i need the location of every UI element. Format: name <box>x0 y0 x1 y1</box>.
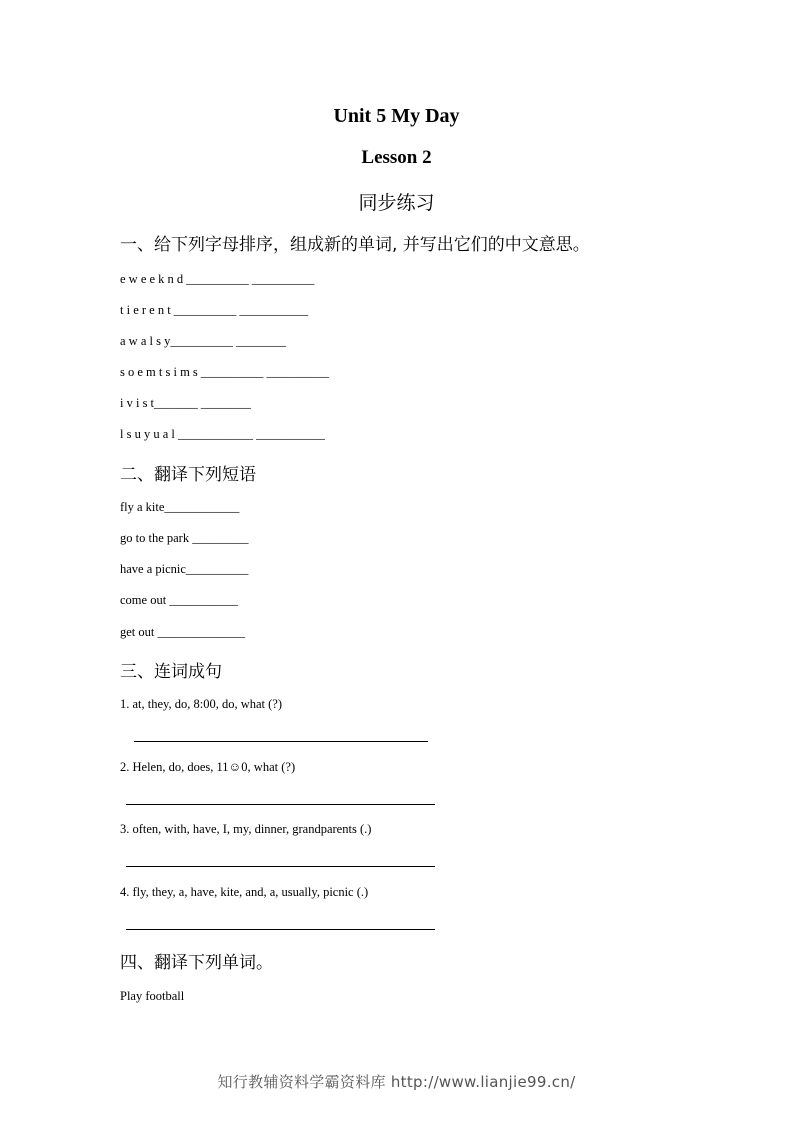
phrase-item-4: come out ___________ <box>120 593 239 607</box>
sentence-answer-line-3 <box>126 866 435 867</box>
sentence-item-2: 2. Helen, do, does, 11☺0, what (?) <box>120 760 296 774</box>
phrase-item-5: get out ______________ <box>120 625 245 639</box>
section3-heading: 三、连词成句 <box>120 662 222 682</box>
section2-heading: 二、翻译下列短语 <box>120 465 256 485</box>
scramble-item-2: t i e r e n t __________ ___________ <box>120 303 309 317</box>
section4-heading: 四、翻译下列单词。 <box>120 953 273 973</box>
sentence-answer-line-1 <box>134 741 428 742</box>
sentence-item-4: 4. fly, they, a, have, kite, and, a, usually, picnic (.) <box>120 885 369 899</box>
phrase-item-1: fly a kite____________ <box>120 500 240 514</box>
word-item-1: Play football <box>120 989 185 1003</box>
scramble-item-5: i v i s t_______ ________ <box>120 396 251 410</box>
page-subtitle: 同步练习 <box>358 192 435 214</box>
scramble-item-6: l s u y u a l ____________ ___________ <box>120 427 325 441</box>
sentence-item-1: 1. at, they, do, 8:00, do, what (?) <box>120 697 282 711</box>
scramble-item-4: s o e m t s i m s __________ __________ <box>120 365 330 379</box>
footer-watermark: 知行教辅资料学霸资料库 http://www.lianjie99.cn/ <box>217 1073 576 1091</box>
scramble-item-1: e w e e k n d __________ __________ <box>120 272 315 286</box>
lesson-title: Lesson 2 <box>361 147 432 168</box>
sentence-item-3: 3. often, with, have, I, my, dinner, grandparents (.) <box>120 822 372 836</box>
phrase-item-3: have a picnic__________ <box>120 562 249 576</box>
sentence-answer-line-4 <box>126 929 435 930</box>
phrase-item-2: go to the park _________ <box>120 531 249 545</box>
sentence-answer-line-2 <box>126 804 435 805</box>
section1-heading: 一、给下列字母排序，组成新的单词, 并写出它们的中文意思。 <box>120 235 590 255</box>
scramble-item-3: a w a l s y__________ ________ <box>120 334 286 348</box>
page-title: Unit 5 My Day <box>333 105 460 127</box>
